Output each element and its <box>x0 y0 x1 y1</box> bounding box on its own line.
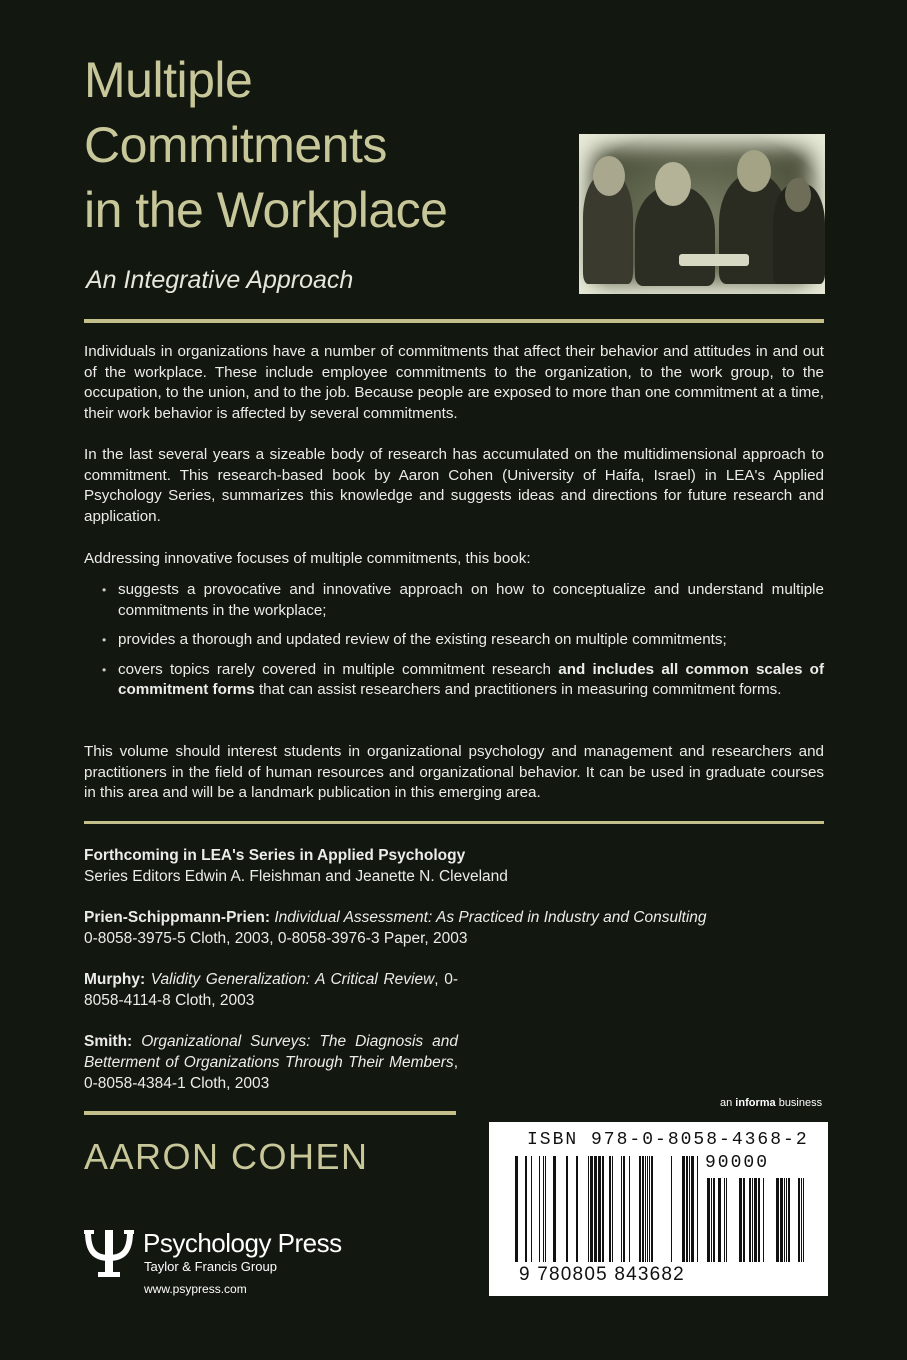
barcode-bar <box>682 1156 685 1262</box>
barcode-bar <box>651 1156 653 1262</box>
description-paragraph-2: In the last several years a sizeable body of research has accumulated on the multidimensional approach to commitment. This research-based book by Aaron Cohen (University of Haifa, Israel) in LEA's Applied Psychology Series, summarizes this knowledge and suggests ideas and directions for future research and application. <box>84 446 824 525</box>
barcode-bar <box>531 1156 532 1262</box>
publisher-url: www.psypress.com <box>144 1282 247 1296</box>
barcode-bar <box>621 1156 622 1262</box>
barcode-bar <box>671 1156 672 1262</box>
barcode-bar <box>784 1178 785 1262</box>
forthcoming-entry-3: Smith: Organizational Surveys: The Diagnosis and Betterment of Organizations Through Their Members, 0-8058-4384-1 Cloth, 2003 <box>84 1033 458 1092</box>
barcode-bar <box>739 1178 742 1262</box>
book-title <box>84 48 584 243</box>
barcode-bar <box>798 1178 800 1262</box>
list-item: • provides a thorough and updated review of the existing research on multiple commitments; <box>100 630 824 651</box>
barcode-bar <box>788 1178 790 1262</box>
barcode-bar <box>576 1156 578 1262</box>
barcode-bar <box>539 1156 540 1262</box>
title-line-2: Commitments <box>84 117 387 173</box>
barcode-bar <box>691 1156 694 1262</box>
barcode-bar <box>645 1156 646 1262</box>
forthcoming-section <box>84 845 824 887</box>
author-divider <box>84 1111 456 1115</box>
book-subtitle: An Integrative Approach <box>86 266 354 294</box>
series-editors: Series Editors Edwin A. Fleishman and Jeanette N. Cleveland <box>84 868 508 885</box>
forthcoming-entry-2: Murphy: Validity Generalization: A Critical Review, 0-8058-4114-8 Cloth, 2003 <box>84 971 458 1009</box>
barcode-bar <box>602 1156 604 1262</box>
barcode-bar <box>726 1178 727 1262</box>
barcode-bar <box>686 1156 688 1262</box>
author-name: AARON COHEN <box>84 1136 369 1177</box>
barcode-bar <box>639 1156 641 1262</box>
barcode-digits: 9 780805 843682 <box>519 1264 685 1285</box>
description-paragraph-3: Addressing innovative focuses of multiple commitments, this book: <box>84 550 531 567</box>
barcode-bar <box>707 1178 710 1262</box>
barcode-bar <box>647 1156 648 1262</box>
closing-paragraph: This volume should interest students in organizational psychology and management and researchers and practitioners in the field of human resources and organizational behavior. It can be used in graduate courses in this area and will be a landmark publication in this emerging area. <box>84 743 824 802</box>
publisher-group: Taylor & Francis Group <box>144 1259 277 1274</box>
title-line-3: in the Workplace <box>84 182 448 238</box>
barcode-bar <box>629 1156 630 1262</box>
forthcoming-entry-1: Prien-Schippmann-Prien: Individual Assessment: As Practiced in Industry and Consulting 0-8058-3975-5 Cloth, 2003, 0-8058-3976-3 Paper, 2003 <box>84 909 707 947</box>
barcode-bar <box>642 1156 644 1262</box>
barcode-bar <box>598 1156 601 1262</box>
barcode-bar <box>763 1178 764 1262</box>
list-item: • suggests a provocative and innovative approach on how to conceptualize and understand multiple commitments in the workplace; <box>100 580 824 621</box>
cover-photo <box>579 134 825 294</box>
barcode-bar <box>780 1178 783 1262</box>
forthcoming-heading: Forthcoming in LEA's Series in Applied Psychology <box>84 847 466 864</box>
barcode-bar <box>515 1156 518 1262</box>
barcode-bar <box>566 1156 568 1262</box>
description-paragraph-1: Individuals in organizations have a number of commitments that affect their behavior and attitudes in and out of the workplace. These include employee commitments to the organization, to the work group, to the occupation, to the union, and to the job. Because people are exposed to more than one commitment at a time, their work behavior is affected by several commitments. <box>84 343 824 422</box>
barcode-bar <box>801 1178 802 1262</box>
barcode-bar <box>697 1156 698 1262</box>
psi-icon <box>84 1228 134 1285</box>
barcode-bar <box>713 1178 715 1262</box>
top-divider <box>84 319 824 323</box>
feature-list <box>100 580 824 710</box>
informa-tagline: an informa business <box>720 1097 823 1109</box>
barcode-bar <box>689 1156 690 1262</box>
addon-barcode-bars <box>707 1178 807 1286</box>
price-code: 90000 <box>705 1153 770 1173</box>
barcode-bar <box>623 1156 625 1262</box>
barcode-bar <box>749 1178 751 1262</box>
barcode-bar <box>786 1178 787 1262</box>
barcode-bar <box>758 1178 760 1262</box>
barcode-bar <box>649 1156 650 1262</box>
isbn-label: ISBN 978-0-8058-4368-2 <box>527 1130 809 1150</box>
middle-divider <box>84 821 824 824</box>
barcode-bar <box>609 1156 611 1262</box>
barcode-bar <box>711 1178 712 1262</box>
barcode-bar <box>612 1156 613 1262</box>
barcode-bar <box>718 1178 721 1262</box>
barcode-bar <box>724 1178 725 1262</box>
title-line-1: Multiple <box>84 52 253 108</box>
barcode-bar <box>553 1156 556 1262</box>
barcode-bar <box>525 1156 527 1262</box>
barcode-bar <box>754 1178 757 1262</box>
barcode-bar <box>545 1156 546 1262</box>
publisher-name: Psychology Press <box>143 1228 342 1258</box>
barcode-bar <box>594 1156 597 1262</box>
barcode-bar <box>543 1156 544 1262</box>
barcode-bar <box>588 1156 589 1262</box>
barcode-bar <box>776 1178 779 1262</box>
isbn-barcode <box>489 1122 828 1296</box>
barcode-bar <box>743 1178 745 1262</box>
barcode-bars <box>515 1156 701 1264</box>
barcode-bar <box>803 1178 804 1262</box>
barcode-bar <box>752 1178 753 1262</box>
list-item: • covers topics rarely covered in multiple commitment research and includes all common scales of commitment forms that can assist researchers and practitioners in measuring commitment forms. <box>100 660 824 701</box>
barcode-bar <box>590 1156 593 1262</box>
